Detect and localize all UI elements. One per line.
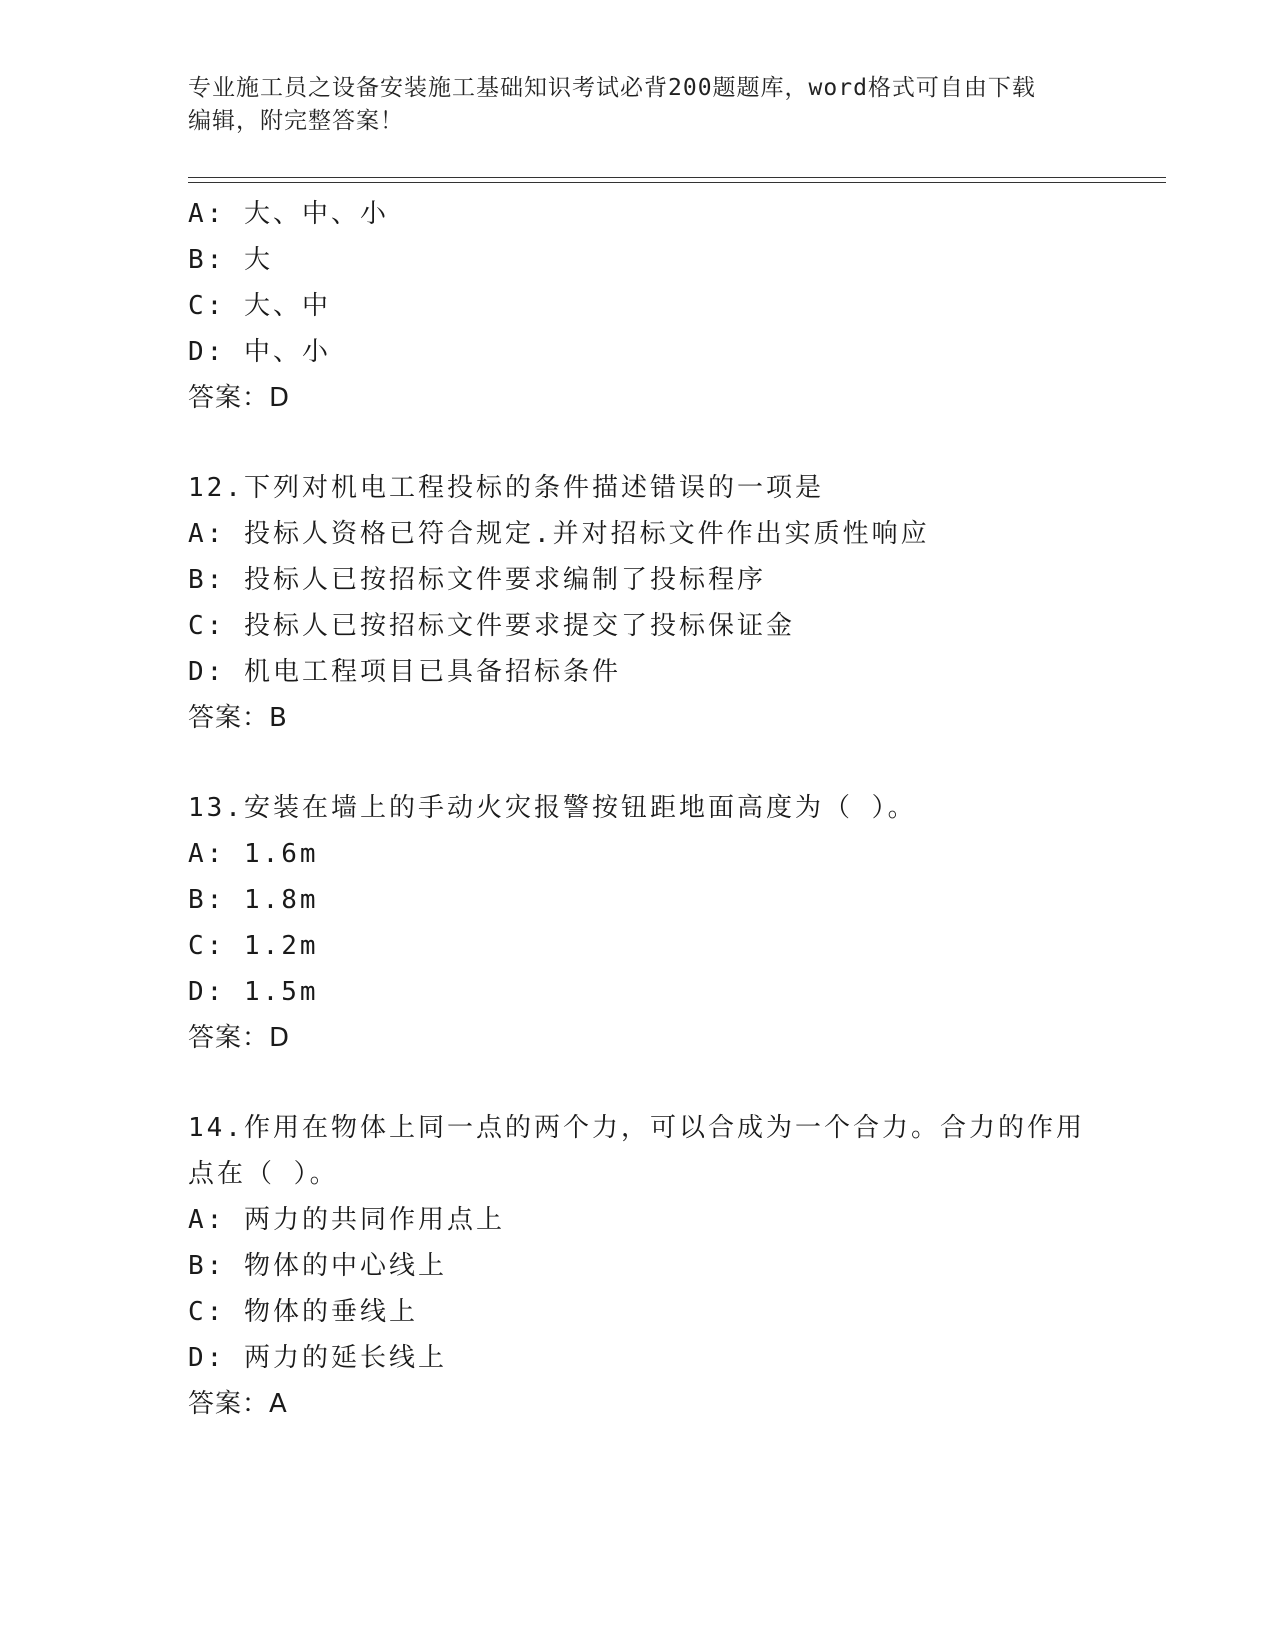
option-a: A: 大、中、小 [188,199,389,229]
question-spacer [188,421,1088,465]
header-title-line-2: 编辑，附完整答案！ [188,108,404,134]
question-11 [188,191,1088,421]
question-text-line-2: 点在（ ）。 [188,1159,339,1189]
answer-line: 答案：D [188,383,291,413]
answer-line: 答案：D [188,1023,291,1053]
question-text: 13.安装在墙上的手动火灾报警按钮距地面高度为（ ）。 [188,793,917,823]
header-divider-top [188,177,1166,178]
document-header [188,72,1078,138]
option-d: D: 中、小 [188,337,331,367]
option-b: B: 物体的中心线上 [188,1251,447,1281]
option-d: D: 机电工程项目已具备招标条件 [188,657,621,687]
option-a: A: 两力的共同作用点上 [188,1205,505,1235]
option-a: A: 投标人资格已符合规定.并对招标文件作出实质性响应 [188,519,930,549]
option-c: C: 投标人已按招标文件要求提交了投标保证金 [188,611,795,641]
question-13 [188,785,1088,1061]
header-divider-bottom [188,182,1166,183]
question-12 [188,465,1088,741]
option-b: B: 投标人已按招标文件要求编制了投标程序 [188,565,766,595]
answer-line: 答案：A [188,1389,288,1419]
question-text-line-1: 14.作用在物体上同一点的两个力，可以合成为一个合力。合力的作用 [188,1113,1085,1143]
option-c: C: 物体的垂线上 [188,1297,418,1327]
header-title-line-1: 专业施工员之设备安装施工基础知识考试必背200题题库，word格式可自由下载 [188,75,1036,101]
option-c: C: 大、中 [188,291,331,321]
option-d: D: 两力的延长线上 [188,1343,447,1373]
question-spacer [188,741,1088,785]
question-14 [188,1105,1088,1427]
option-c: C: 1.2m [188,931,319,961]
question-text: 12.下列对机电工程投标的条件描述错误的一项是 [188,473,824,503]
option-b: B: 1.8m [188,885,319,915]
option-a: A: 1.6m [188,839,319,869]
option-b: B: 大 [188,245,273,275]
option-d: D: 1.5m [188,977,319,1007]
question-spacer [188,1061,1088,1105]
answer-line: 答案：B [188,703,288,733]
question-list [188,191,1088,1427]
